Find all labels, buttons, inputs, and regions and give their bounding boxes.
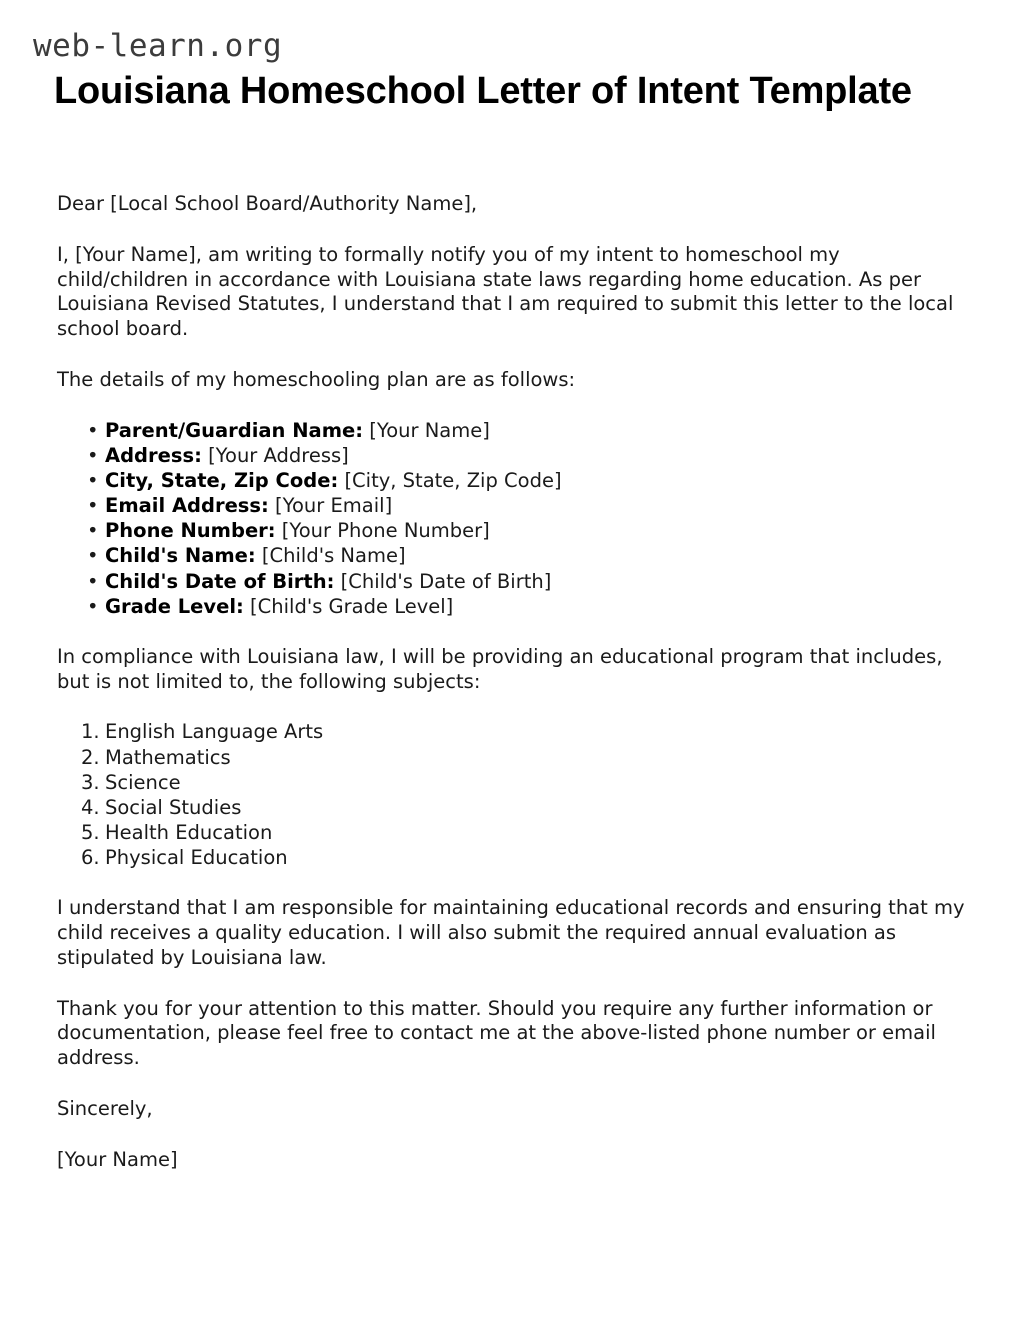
- detail-value: [City, State, Zip Code]: [344, 468, 562, 492]
- details-lead-paragraph: The details of my homeschooling plan are as follows:: [57, 367, 576, 391]
- detail-label: Child's Name:: [105, 544, 256, 568]
- list-item: [57, 570, 967, 594]
- detail-value: [Child's Grade Level]: [250, 594, 454, 618]
- detail-label: Email Address:: [105, 494, 269, 518]
- responsibility-paragraph: I understand that I am responsible for maintaining educational records and ensuring that my child receives a quality education. I will also submit the required annual evaluation as stipulated by Louisiana law.: [57, 896, 965, 969]
- detail-label: Child's Date of Birth:: [105, 569, 335, 593]
- closing-paragraph: Thank you for your attention to this matter. Should you require any further information or documentation, please feel free to contact me at the above-listed phone number or email address.: [57, 996, 936, 1070]
- list-item: Physical Education: [105, 846, 288, 870]
- list-item: Social Studies: [105, 795, 242, 819]
- subjects-list: [57, 720, 967, 870]
- list-item: [57, 444, 967, 468]
- list-item: [57, 544, 967, 568]
- signature-name: [Your Name]: [57, 1147, 178, 1171]
- homeschool-details-list: [57, 419, 967, 619]
- page-title: Louisiana Homeschool Letter of Intent Template: [54, 70, 912, 112]
- list-item: [57, 494, 967, 518]
- list-item: Mathematics: [105, 745, 231, 769]
- list-item: [57, 419, 967, 443]
- detail-label: Phone Number:: [105, 519, 276, 543]
- detail-value: [Your Email]: [275, 494, 393, 518]
- detail-label: Address:: [105, 443, 202, 467]
- list-item: English Language Arts: [105, 720, 324, 744]
- detail-label: Grade Level:: [105, 594, 244, 618]
- list-item: Science: [105, 770, 181, 794]
- detail-value: [Your Phone Number]: [281, 519, 490, 543]
- letter-body: [57, 192, 967, 1172]
- list-item: [57, 469, 967, 493]
- detail-value: [Child's Name]: [261, 544, 406, 568]
- detail-value: [Your Address]: [208, 443, 349, 467]
- site-logo: web-learn.org: [33, 28, 283, 64]
- detail-label: City, State, Zip Code:: [105, 468, 339, 492]
- detail-value: [Your Name]: [369, 418, 490, 442]
- list-item: [57, 519, 967, 543]
- detail-label: Parent/Guardian Name:: [105, 418, 364, 442]
- list-item: Health Education: [105, 821, 273, 845]
- intro-paragraph: I, [Your Name], am writing to formally notify you of my intent to homeschool my child/children in accordance with Louisiana state laws regarding home education. As per Louisiana Revised Statutes, I understand that I am required to submit this letter to the local school board.: [57, 242, 954, 340]
- sign-off: Sincerely,: [57, 1096, 153, 1120]
- detail-value: [Child's Date of Birth]: [340, 569, 552, 593]
- salutation-paragraph: Dear [Local School Board/Authority Name],: [57, 192, 478, 215]
- subjects-lead-paragraph: In compliance with Louisiana law, I will be providing an educational program that includes, but is not limited to, the following subjects:: [57, 644, 943, 693]
- list-item: [57, 595, 967, 619]
